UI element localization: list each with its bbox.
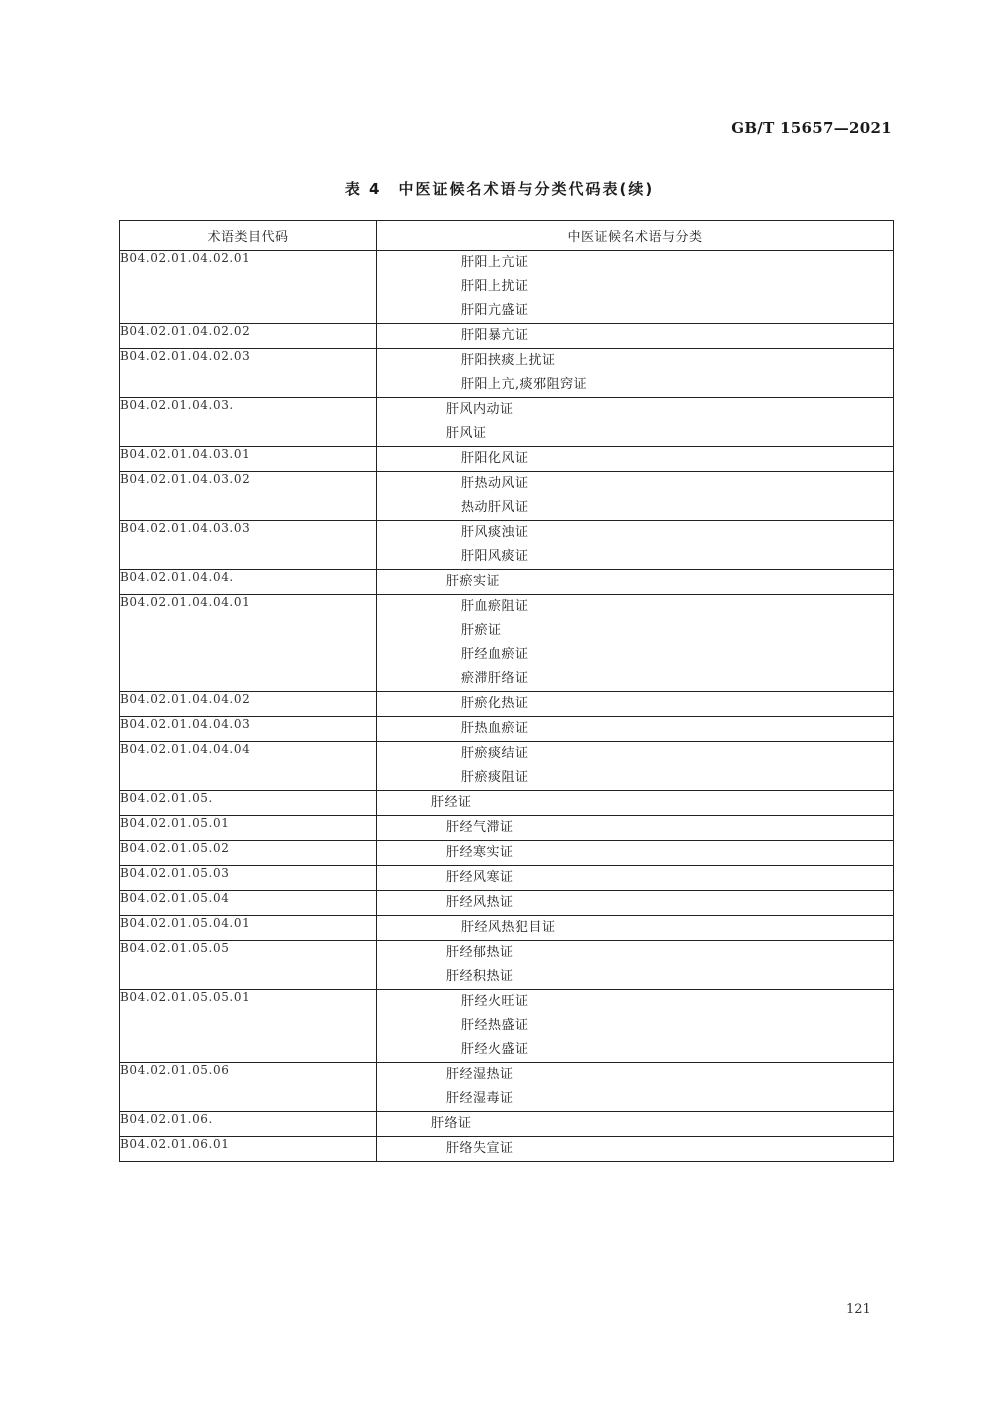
term-name: 热动肝风证 [461, 500, 529, 515]
table-row [120, 570, 894, 595]
term-names-cell [377, 990, 894, 1063]
table-row [120, 866, 894, 891]
term-code-cell: B04.02.01.05. [120, 791, 377, 816]
table-row [120, 521, 894, 570]
column-header-terms: 中医证候名术语与分类 [377, 221, 894, 251]
standard-code: GB/T 15657—2021 [731, 119, 892, 137]
term-name: 肝阳上扰证 [461, 279, 529, 294]
table-row [120, 398, 894, 447]
term-code-cell: B04.02.01.05.06 [120, 1063, 377, 1112]
term-name: 肝经气滞证 [446, 820, 514, 835]
term-name: 肝经证 [431, 795, 472, 810]
term-code-cell: B04.02.01.04.02.01 [120, 251, 377, 324]
term-code-table [119, 220, 894, 1162]
term-code-cell: B04.02.01.05.03 [120, 866, 377, 891]
page-number: 121 [846, 1302, 871, 1317]
term-name: 肝经风寒证 [446, 870, 514, 885]
term-code-cell: B04.02.01.05.01 [120, 816, 377, 841]
term-names-cell [377, 891, 894, 916]
table-row [120, 791, 894, 816]
term-name: 肝经血瘀证 [461, 647, 529, 662]
term-code-cell: B04.02.01.05.05.01 [120, 990, 377, 1063]
term-name: 肝阳化风证 [461, 451, 529, 466]
term-name: 肝瘀证 [461, 623, 502, 638]
table-row [120, 841, 894, 866]
table-row [120, 595, 894, 692]
term-code-cell: B04.02.01.04.03.03 [120, 521, 377, 570]
term-code-cell: B04.02.01.04.04.01 [120, 595, 377, 692]
term-code-cell: B04.02.01.05.02 [120, 841, 377, 866]
term-names-cell [377, 251, 894, 324]
term-name: 肝瘀痰阻证 [461, 770, 529, 785]
term-code-cell: B04.02.01.05.04.01 [120, 916, 377, 941]
term-name: 肝热动风证 [461, 476, 529, 491]
table-row [120, 941, 894, 990]
term-names-cell [377, 816, 894, 841]
term-code-cell: B04.02.01.04.03.01 [120, 447, 377, 472]
term-name: 肝经热盛证 [461, 1018, 529, 1033]
term-names-cell [377, 916, 894, 941]
term-names-cell [377, 692, 894, 717]
column-header-code: 术语类目代码 [120, 221, 377, 251]
term-code-cell: B04.02.01.04.04.02 [120, 692, 377, 717]
term-name: 肝经火盛证 [461, 1042, 529, 1057]
term-name: 肝经寒实证 [446, 845, 514, 860]
table-row [120, 742, 894, 791]
table-row [120, 916, 894, 941]
term-names-cell [377, 349, 894, 398]
term-code-cell: B04.02.01.04.02.03 [120, 349, 377, 398]
term-code-cell: B04.02.01.04.04.04 [120, 742, 377, 791]
table-row [120, 692, 894, 717]
term-name: 肝经火旺证 [461, 994, 529, 1009]
term-names-cell [377, 324, 894, 349]
term-names-cell [377, 941, 894, 990]
term-code-cell: B04.02.01.05.04 [120, 891, 377, 916]
term-names-cell [377, 595, 894, 692]
term-name: 肝风证 [446, 426, 487, 441]
term-names-cell [377, 398, 894, 447]
term-name: 瘀滞肝络证 [461, 671, 529, 686]
term-names-cell [377, 866, 894, 891]
table-body [120, 251, 894, 1162]
term-names-cell [377, 521, 894, 570]
term-name: 肝络失宣证 [446, 1141, 514, 1156]
table-row [120, 447, 894, 472]
table-caption: 表 4 中医证候名术语与分类代码表(续) [344, 180, 655, 198]
term-code-cell: B04.02.01.04.04.03 [120, 717, 377, 742]
term-name: 肝经积热证 [446, 969, 514, 984]
term-code-cell: B04.02.01.04.03. [120, 398, 377, 447]
term-name: 肝阳上亢证 [461, 255, 529, 270]
table-row [120, 816, 894, 841]
table-row [120, 472, 894, 521]
table-row [120, 1063, 894, 1112]
term-code-cell: B04.02.01.06.01 [120, 1137, 377, 1162]
term-name: 肝阳上亢,痰邪阻窍证 [461, 377, 588, 392]
term-name: 肝阳挟痰上扰证 [461, 353, 556, 368]
term-name: 肝络证 [431, 1116, 472, 1131]
table-row [120, 1137, 894, 1162]
table-row [120, 324, 894, 349]
term-names-cell [377, 1112, 894, 1137]
term-name: 肝阳亢盛证 [461, 303, 529, 318]
term-name: 肝风痰浊证 [461, 525, 529, 540]
term-name: 肝血瘀阻证 [461, 599, 529, 614]
term-name: 肝阳暴亢证 [461, 328, 529, 343]
term-code-cell: B04.02.01.04.02.02 [120, 324, 377, 349]
term-names-cell [377, 791, 894, 816]
term-name: 肝经风热证 [446, 895, 514, 910]
table-row [120, 990, 894, 1063]
table-row [120, 349, 894, 398]
term-name: 肝瘀实证 [446, 574, 501, 589]
term-name: 肝经湿毒证 [446, 1091, 514, 1106]
term-names-cell [377, 472, 894, 521]
term-names-cell [377, 717, 894, 742]
term-names-cell [377, 841, 894, 866]
term-names-cell [377, 570, 894, 595]
table-row [120, 1112, 894, 1137]
term-name: 肝瘀化热证 [461, 696, 529, 711]
term-code-cell: B04.02.01.04.03.02 [120, 472, 377, 521]
term-code-cell: B04.02.01.04.04. [120, 570, 377, 595]
table-row [120, 717, 894, 742]
term-names-cell [377, 1063, 894, 1112]
term-name: 肝阳风痰证 [461, 549, 529, 564]
term-name: 肝风内动证 [446, 402, 514, 417]
term-names-cell [377, 447, 894, 472]
term-names-cell [377, 742, 894, 791]
term-code-cell: B04.02.01.05.05 [120, 941, 377, 990]
table-row [120, 891, 894, 916]
term-name: 肝热血瘀证 [461, 721, 529, 736]
term-name: 肝经郁热证 [446, 945, 514, 960]
term-name: 肝瘀痰结证 [461, 746, 529, 761]
table-row [120, 251, 894, 324]
term-name: 肝经风热犯目证 [461, 920, 556, 935]
term-names-cell [377, 1137, 894, 1162]
term-code-cell: B04.02.01.06. [120, 1112, 377, 1137]
table-header-row [120, 221, 894, 251]
term-name: 肝经湿热证 [446, 1067, 514, 1082]
